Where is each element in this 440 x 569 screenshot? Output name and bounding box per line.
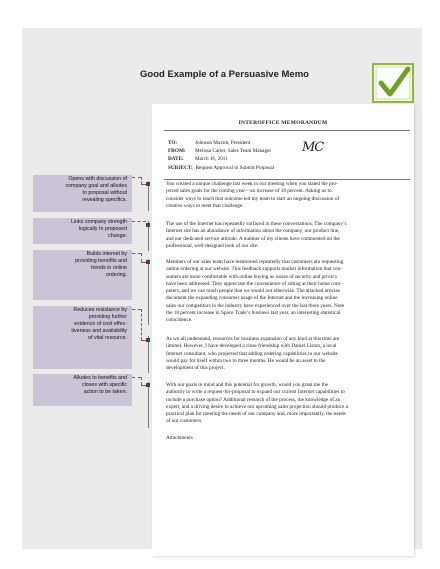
subject-label: SUBJECT: [168,165,193,171]
subject-value: Request Approval to Submit Proposal [195,165,275,171]
paragraph-marker-icon [146,223,150,227]
annotation-line: Builds interest by [86,251,127,257]
memo-from-line [168,148,271,154]
connector-line [132,177,141,178]
annotation-line: providing benefits and [75,258,127,264]
connector-line [132,377,141,378]
memo-paragraph-5 [166,382,406,426]
text-line: As we all understand, resources for business expansion of any kind at this time are [166,336,340,342]
text-line: document the expanding consumer usage of the Internet and the increasing online [166,295,338,302]
connector-line [132,253,141,254]
annotation-line: action to be taken. [83,389,127,395]
text-line: creative ways to meet that challenge. [166,202,244,209]
annotation-line: Reduces resistance by [73,307,127,313]
paragraph-bracket [148,382,153,428]
text-line: With our goals in mind and this potential for growth, would you grant me the [166,382,329,388]
text-line: practical plan for meeting the needs of our company and, more importantly, the needs [166,411,346,418]
checkmark-icon [372,63,414,103]
annotation-line: evidence of cost effec- [74,321,127,327]
text-line: professional, well-designed look of our site. [166,242,259,249]
text-line: of our customers. [166,418,203,425]
annotation-line: tiveness and availability [71,328,127,334]
text-line: limited. However, I have developed a close friendship with Daniel Liston, a local [166,343,337,350]
text-line: Members of our sales team have mentioned repeatedly that customers are requesting [166,259,344,265]
text-line: expert, and a driving desire to achieve our upcoming sales projection should produce a [166,403,348,410]
memo-heading: INTEROFFICE MEMORANDUM [238,120,328,126]
text-line: consider ways to reach that outcome led my team to start an ongoing discussion of [166,195,340,202]
paragraph-bracket [148,259,153,325]
connector-line [141,177,142,184]
connector-line [141,184,146,185]
annotation-reduces-resistance [33,306,132,369]
text-line: sales our competitors in the industry have experienced over the last three years. Note [166,302,345,309]
divider [164,130,410,131]
text-line: development of this project. [166,365,225,372]
text-line: The use of the Internet has repeatedly surfaced in these conversations. The company’s [166,221,347,227]
connector-line [141,253,142,262]
signature-initials: MC [302,140,324,155]
paragraph-marker-icon [146,383,150,387]
text-line: authority to write a request-for-proposal to expand our current Internet capabilities to [166,389,345,396]
memo-date-line [168,156,228,162]
paragraph-marker-icon [146,338,150,342]
text-line: have been addressed. They appreciate the convenience of sitting at their home com- [166,280,342,287]
annotation-line: of vital resource. [88,335,127,341]
annotation-links-strength [33,218,132,244]
annotation-builds-interest [33,250,132,300]
annotation-line: logically to proposed [78,226,127,232]
divider [164,179,410,180]
text-line: You created a unique challenge last week in our meeting when you stated the pro- [166,181,338,187]
memo-to-line [168,140,250,146]
text-line: include a purchase option? Additional research of the process, the knowledge of an [166,396,341,403]
connector-line [132,309,141,310]
from-value: Melissa Carter, Sales Team Manager [195,148,272,154]
annotation-line: company goal and alludes [65,183,127,189]
memo-paragraph-2 [166,221,406,250]
text-line: online ordering at our website. This feedback supports market information that con- [166,266,343,273]
text-line: and our dedicated service attitude. A number of my clients have commented on the [166,235,340,242]
text-line: the 18 percent increase in Space Trade’s business last year, an interesting statistical [166,310,341,317]
memo-paragraph-4 [166,336,406,372]
connector-line [132,221,146,222]
connector-line [141,262,146,263]
annotation-line: trends in online [91,265,127,271]
date-value: March 16, 2011 [195,156,228,162]
paragraph-marker-icon [146,260,150,264]
annotation-line: Alludes to benefits and [73,375,127,381]
annotation-line: closes with specific [81,382,127,388]
memo-paragraph-1 [166,181,406,210]
connector-line [141,377,142,385]
text-line: puters, and we can reach people that we would not otherwise. The attached articles [166,288,340,295]
page-title: Good Example of a Persuasive Memo [140,69,309,80]
annotation-line: Opens with discussion of [68,176,127,182]
text-line: Internet consultant, who projected that adding ordering capabilities to our website [166,350,338,357]
memo-document [152,104,414,556]
connector-line [141,385,146,386]
memo-paragraph-3 [166,259,406,325]
paragraph-marker-icon [146,182,150,186]
annotation-closing [33,374,132,406]
text-line: sumers are more comfortable with online buying as issues of security and privacy [166,273,338,280]
annotation-line: to proposal without [82,190,127,196]
from-label: FROM: [168,148,186,154]
date-label: DATE: [168,156,184,162]
annotation-line: ordering. [106,272,127,278]
connector-line [141,309,142,340]
annotation-line: providing further [88,314,127,320]
memo-subject-line [168,165,274,171]
connector-line [141,340,146,341]
attachments-note: Attachments [166,435,193,441]
text-line: Internet site has an abundance of information about the company, our product line, [166,228,340,235]
to-label: TO: [168,140,178,146]
text-line: coincidence. [166,317,193,324]
annotation-line: change. [108,233,127,239]
annotation-line: revealing specifics. [82,197,127,203]
text-line: would pay for itself within two to three months. He would be an asset to the [166,357,326,364]
annotation-opening [33,175,132,212]
annotation-line: Links company strength [71,219,127,225]
to-value: Johnson Maxim, President [195,140,251,146]
text-line: jected sales goals for the coming year—an increase of 18 percent. Asking us to [166,188,332,195]
